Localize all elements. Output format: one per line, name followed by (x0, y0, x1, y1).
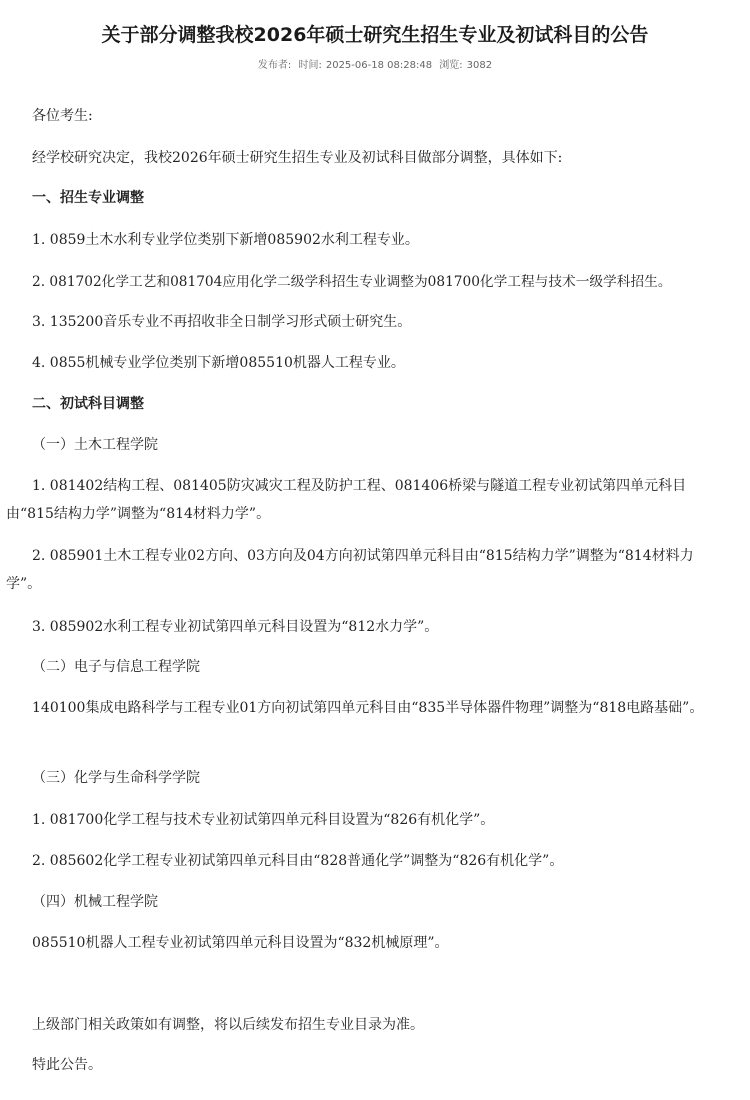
views-value: 3082 (466, 60, 493, 71)
subsection-heading-civil: （一）土木工程学院 (32, 437, 158, 453)
list-item: 1. 081402结构工程、081405防灾减灾工程及防护工程、081406桥梁与隧道工程专业初试第四单元科目由“815结构力学”调整为“814材料力学”。 (6, 478, 687, 522)
subsection-heading-electronic: （二）电子与信息工程学院 (32, 659, 200, 675)
intro-paragraph: 经学校研究决定，我校2026年硕士研究生招生专业及初试科目做部分调整，具体如下: (32, 150, 563, 166)
subsection-heading-chemistry: （三）化学与生命科学学院 (32, 770, 200, 786)
signoff: 特此公告。 (32, 1057, 102, 1073)
subsection-heading-mechanical: （四）机械工程学院 (32, 894, 158, 910)
list-item: 2. 081702化学工艺和081704应用化学二级学科招生专业调整为081700化学工程与技术一级学科招生。 (32, 274, 672, 290)
list-item: 2. 085602化学工程专业初试第四单元科目由“828普通化学”调整为“826有机化学”。 (32, 853, 564, 869)
list-item: 1. 0859土木水利专业学位类别下新增085902水利工程专业。 (32, 232, 419, 248)
list-item: 3. 135200音乐专业不再招收非全日制学习形式硕士研究生。 (32, 314, 412, 330)
article-title: 关于部分调整我校2026年硕士研究生招生专业及初试科目的公告 (101, 24, 649, 46)
views-label: 浏览: (439, 60, 463, 71)
list-item: 2. 085901土木工程专业02方向、03方向及04方向初试第四单元科目由“815结构力学”调整为“814材料力学”。 (6, 548, 694, 592)
closing-paragraph: 上级部门相关政策如有调整，将以后续发布招生专业目录为准。 (32, 1017, 424, 1033)
list-item: 3. 085902水利工程专业初试第四单元科目设置为“812水力学”。 (32, 619, 439, 635)
list-item: 140100集成电路科学与工程专业01方向初试第四单元科目由“835半导体器件物理”调整为“818电路基础”。 (32, 700, 704, 716)
section-heading-enrollment: 一、招生专业调整 (32, 190, 144, 206)
time-label: 时间: (298, 60, 322, 71)
publisher-label: 发布者: (257, 60, 292, 71)
section-heading-exam: 二、初试科目调整 (32, 396, 144, 412)
list-item: 1. 081700化学工程与技术专业初试第四单元科目设置为“826有机化学”。 (32, 812, 495, 828)
greeting: 各位考生: (32, 108, 93, 124)
article-meta (0, 56, 750, 71)
time-value: 2025-06-18 08:28:48 (325, 60, 433, 71)
list-item: 085510机器人工程专业初试第四单元科目设置为“832机械原理”。 (32, 935, 449, 951)
list-item: 4. 0855机械专业学位类别下新增085510机器人工程专业。 (32, 355, 405, 371)
